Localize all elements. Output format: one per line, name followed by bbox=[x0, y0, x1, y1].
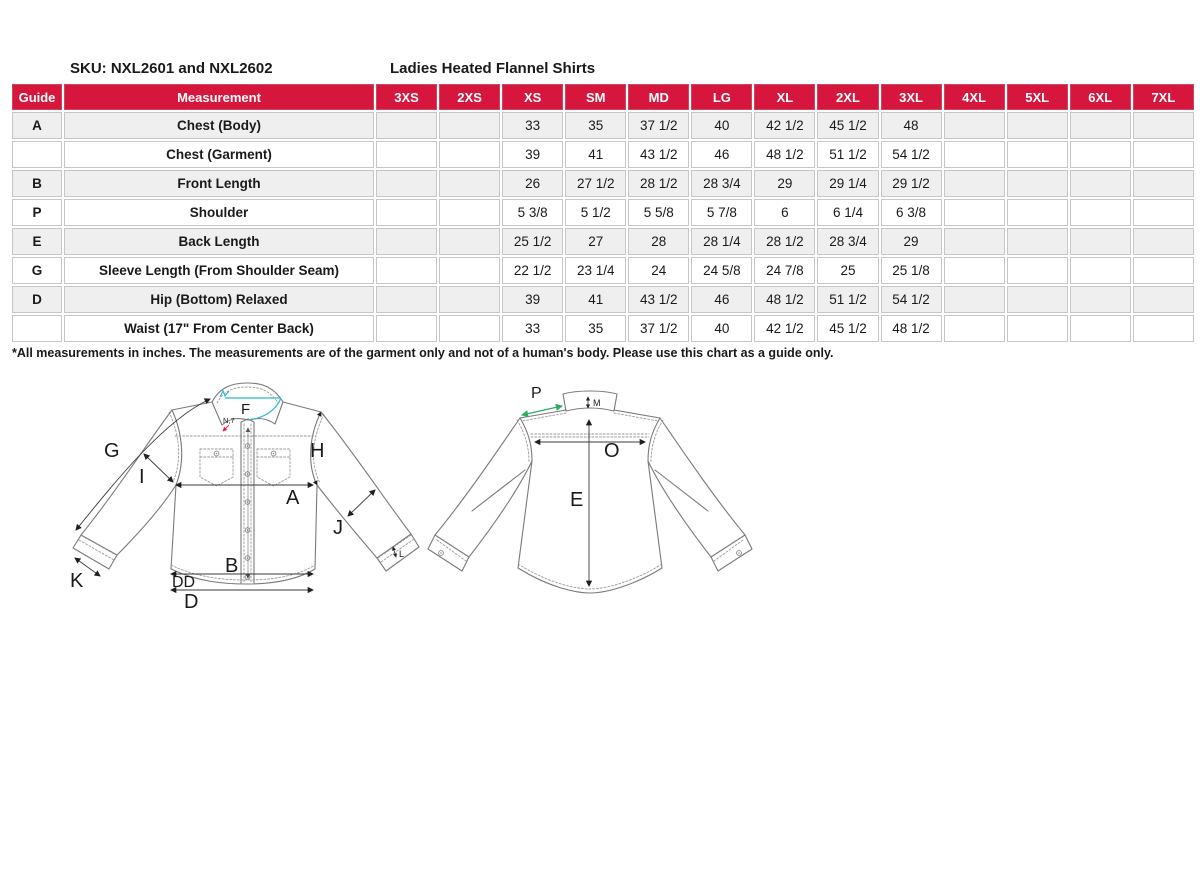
value-cell: 41 bbox=[565, 286, 626, 313]
column-header-guide: Guide bbox=[12, 84, 62, 110]
value-cell bbox=[944, 170, 1005, 197]
value-cell bbox=[1133, 170, 1194, 197]
value-cell bbox=[376, 228, 437, 255]
value-cell bbox=[1070, 286, 1131, 313]
value-cell: 48 1/2 bbox=[754, 286, 815, 313]
table-row bbox=[12, 170, 1194, 197]
label-back-width-o: O bbox=[604, 440, 620, 462]
guide-cell bbox=[12, 141, 62, 168]
label-collar-f: F bbox=[241, 401, 251, 418]
label-cuff-l: L bbox=[399, 549, 405, 559]
value-cell bbox=[439, 315, 500, 342]
product-title: Ladies Heated Flannel Shirts bbox=[390, 60, 596, 77]
label-back-length-e: E bbox=[570, 489, 584, 511]
label-chest-a: A bbox=[286, 487, 300, 509]
value-cell: 40 bbox=[691, 112, 752, 139]
table-row bbox=[12, 141, 1194, 168]
column-header-5xl: 5XL bbox=[1007, 84, 1068, 110]
value-cell: 5 3/8 bbox=[502, 199, 563, 226]
front-labels bbox=[70, 401, 404, 613]
value-cell: 35 bbox=[565, 315, 626, 342]
measurement-cell: Chest (Body) bbox=[64, 112, 374, 139]
guide-cell: E bbox=[12, 228, 62, 255]
value-cell bbox=[1133, 286, 1194, 313]
label-armpit-i: I bbox=[139, 466, 145, 488]
value-cell bbox=[944, 257, 1005, 284]
value-cell: 37 1/2 bbox=[628, 112, 689, 139]
value-cell bbox=[1007, 286, 1068, 313]
value-cell: 39 bbox=[502, 286, 563, 313]
value-cell: 45 1/2 bbox=[817, 315, 878, 342]
column-header-6xl: 6XL bbox=[1070, 84, 1131, 110]
value-cell: 25 1/2 bbox=[502, 228, 563, 255]
value-cell bbox=[1007, 112, 1068, 139]
value-cell: 5 5/8 bbox=[628, 199, 689, 226]
label-armhole-h: H bbox=[310, 440, 325, 462]
measurement-cell: Back Length bbox=[64, 228, 374, 255]
value-cell: 48 1/2 bbox=[881, 315, 942, 342]
value-cell: 22 1/2 bbox=[502, 257, 563, 284]
measurement-cell: Waist (17" From Center Back) bbox=[64, 315, 374, 342]
value-cell bbox=[1133, 141, 1194, 168]
back-measure-lines bbox=[522, 397, 645, 586]
value-cell: 48 1/2 bbox=[754, 141, 815, 168]
value-cell: 43 1/2 bbox=[628, 286, 689, 313]
label-cuff-k: K bbox=[70, 570, 84, 592]
guide-cell: P bbox=[12, 199, 62, 226]
value-cell bbox=[1007, 257, 1068, 284]
value-cell bbox=[1070, 141, 1131, 168]
value-cell bbox=[1007, 315, 1068, 342]
column-header-7xl: 7XL bbox=[1133, 84, 1194, 110]
column-header-2xl: 2XL bbox=[817, 84, 878, 110]
guide-cell bbox=[12, 315, 62, 342]
label-collar-m: M bbox=[593, 398, 601, 408]
column-header-sm: SM bbox=[565, 84, 626, 110]
value-cell: 51 1/2 bbox=[817, 141, 878, 168]
label-hip-d: D bbox=[184, 591, 199, 613]
value-cell: 39 bbox=[502, 141, 563, 168]
value-cell bbox=[376, 170, 437, 197]
value-cell: 23 1/4 bbox=[565, 257, 626, 284]
table-row bbox=[12, 286, 1194, 313]
value-cell: 6 bbox=[754, 199, 815, 226]
value-cell bbox=[1007, 170, 1068, 197]
value-cell bbox=[439, 286, 500, 313]
table-row bbox=[12, 112, 1194, 139]
value-cell bbox=[1070, 257, 1131, 284]
guide-cell: D bbox=[12, 286, 62, 313]
value-cell bbox=[1070, 199, 1131, 226]
value-cell bbox=[439, 112, 500, 139]
value-cell bbox=[944, 315, 1005, 342]
label-front-length-b: B bbox=[225, 555, 239, 577]
value-cell bbox=[1007, 141, 1068, 168]
value-cell bbox=[439, 228, 500, 255]
label-collar-n7: N,7 bbox=[223, 416, 235, 425]
measurement-cell: Shoulder bbox=[64, 199, 374, 226]
guide-cell: B bbox=[12, 170, 62, 197]
placket-buttons bbox=[245, 444, 250, 580]
guide-cell: G bbox=[12, 257, 62, 284]
value-cell bbox=[944, 199, 1005, 226]
column-header-measurement: Measurement bbox=[64, 84, 374, 110]
table-row bbox=[12, 257, 1194, 284]
sku-title: SKU: NXL2601 and NXL2602 bbox=[70, 60, 273, 77]
table-row bbox=[12, 228, 1194, 255]
column-header-lg: LG bbox=[691, 84, 752, 110]
size-chart-table bbox=[10, 82, 1196, 344]
value-cell: 35 bbox=[565, 112, 626, 139]
value-cell bbox=[1070, 112, 1131, 139]
value-cell: 28 1/4 bbox=[691, 228, 752, 255]
value-cell bbox=[376, 141, 437, 168]
value-cell: 54 1/2 bbox=[881, 286, 942, 313]
value-cell: 29 bbox=[754, 170, 815, 197]
value-cell: 51 1/2 bbox=[817, 286, 878, 313]
table-row bbox=[12, 199, 1194, 226]
value-cell: 6 3/8 bbox=[881, 199, 942, 226]
value-cell: 45 1/2 bbox=[817, 112, 878, 139]
value-cell bbox=[944, 228, 1005, 255]
front-view-diagram bbox=[60, 378, 435, 630]
measurement-cell: Hip (Bottom) Relaxed bbox=[64, 286, 374, 313]
label-sleeve-length-g: G bbox=[104, 440, 120, 462]
column-header-md: MD bbox=[628, 84, 689, 110]
value-cell: 40 bbox=[691, 315, 752, 342]
value-cell: 5 7/8 bbox=[691, 199, 752, 226]
value-cell: 33 bbox=[502, 315, 563, 342]
value-cell bbox=[1133, 199, 1194, 226]
value-cell: 26 bbox=[502, 170, 563, 197]
value-cell: 5 1/2 bbox=[565, 199, 626, 226]
value-cell: 6 1/4 bbox=[817, 199, 878, 226]
value-cell: 27 1/2 bbox=[565, 170, 626, 197]
value-cell: 43 1/2 bbox=[628, 141, 689, 168]
value-cell: 29 1/2 bbox=[881, 170, 942, 197]
value-cell bbox=[439, 141, 500, 168]
value-cell bbox=[376, 315, 437, 342]
value-cell bbox=[439, 170, 500, 197]
value-cell: 33 bbox=[502, 112, 563, 139]
value-cell: 54 1/2 bbox=[881, 141, 942, 168]
value-cell bbox=[1007, 199, 1068, 226]
column-header-xs: XS bbox=[502, 84, 563, 110]
value-cell bbox=[376, 199, 437, 226]
value-cell: 25 1/8 bbox=[881, 257, 942, 284]
value-cell bbox=[1007, 228, 1068, 255]
value-cell bbox=[944, 112, 1005, 139]
value-cell bbox=[376, 257, 437, 284]
value-cell: 27 bbox=[565, 228, 626, 255]
value-cell bbox=[376, 112, 437, 139]
value-cell bbox=[1133, 315, 1194, 342]
title-row bbox=[0, 60, 1200, 80]
value-cell bbox=[1133, 112, 1194, 139]
column-header-3xs: 3XS bbox=[376, 84, 437, 110]
value-cell: 28 3/4 bbox=[817, 228, 878, 255]
back-view-diagram bbox=[425, 378, 770, 648]
value-cell: 42 1/2 bbox=[754, 112, 815, 139]
value-cell: 37 1/2 bbox=[628, 315, 689, 342]
label-hem-dd: DD bbox=[172, 574, 196, 591]
value-cell: 41 bbox=[565, 141, 626, 168]
value-cell: 29 bbox=[881, 228, 942, 255]
column-header-3xl: 3XL bbox=[881, 84, 942, 110]
value-cell: 29 1/4 bbox=[817, 170, 878, 197]
value-cell: 28 1/2 bbox=[754, 228, 815, 255]
value-cell: 46 bbox=[691, 141, 752, 168]
label-shoulder-p: P bbox=[531, 385, 542, 402]
label-sleeve-j: J bbox=[333, 517, 343, 539]
table-header-row bbox=[12, 84, 1194, 110]
measurement-cell: Sleeve Length (From Shoulder Seam) bbox=[64, 257, 374, 284]
value-cell: 25 bbox=[817, 257, 878, 284]
column-header-2xs: 2XS bbox=[439, 84, 500, 110]
value-cell: 28 bbox=[628, 228, 689, 255]
value-cell bbox=[1133, 257, 1194, 284]
value-cell bbox=[1133, 228, 1194, 255]
column-header-4xl: 4XL bbox=[944, 84, 1005, 110]
value-cell bbox=[1070, 170, 1131, 197]
value-cell: 24 5/8 bbox=[691, 257, 752, 284]
value-cell bbox=[944, 286, 1005, 313]
column-header-xl: XL bbox=[754, 84, 815, 110]
back-shirt-outline bbox=[428, 391, 752, 593]
value-cell bbox=[1070, 228, 1131, 255]
value-cell bbox=[944, 141, 1005, 168]
chest-pockets bbox=[200, 449, 290, 486]
value-cell: 42 1/2 bbox=[754, 315, 815, 342]
back-labels bbox=[531, 385, 620, 511]
value-cell bbox=[1070, 315, 1131, 342]
value-cell: 46 bbox=[691, 286, 752, 313]
value-cell bbox=[439, 257, 500, 284]
measurement-cell: Chest (Garment) bbox=[64, 141, 374, 168]
value-cell: 24 7/8 bbox=[754, 257, 815, 284]
footnote: *All measurements in inches. The measurements are of the garment only and not of a human's body. Please use this chart as a guide only. bbox=[12, 346, 834, 360]
value-cell bbox=[376, 286, 437, 313]
value-cell bbox=[439, 199, 500, 226]
value-cell: 48 bbox=[881, 112, 942, 139]
table-row bbox=[12, 315, 1194, 342]
measurement-cell: Front Length bbox=[64, 170, 374, 197]
value-cell: 24 bbox=[628, 257, 689, 284]
guide-cell: A bbox=[12, 112, 62, 139]
value-cell: 28 3/4 bbox=[691, 170, 752, 197]
value-cell: 28 1/2 bbox=[628, 170, 689, 197]
